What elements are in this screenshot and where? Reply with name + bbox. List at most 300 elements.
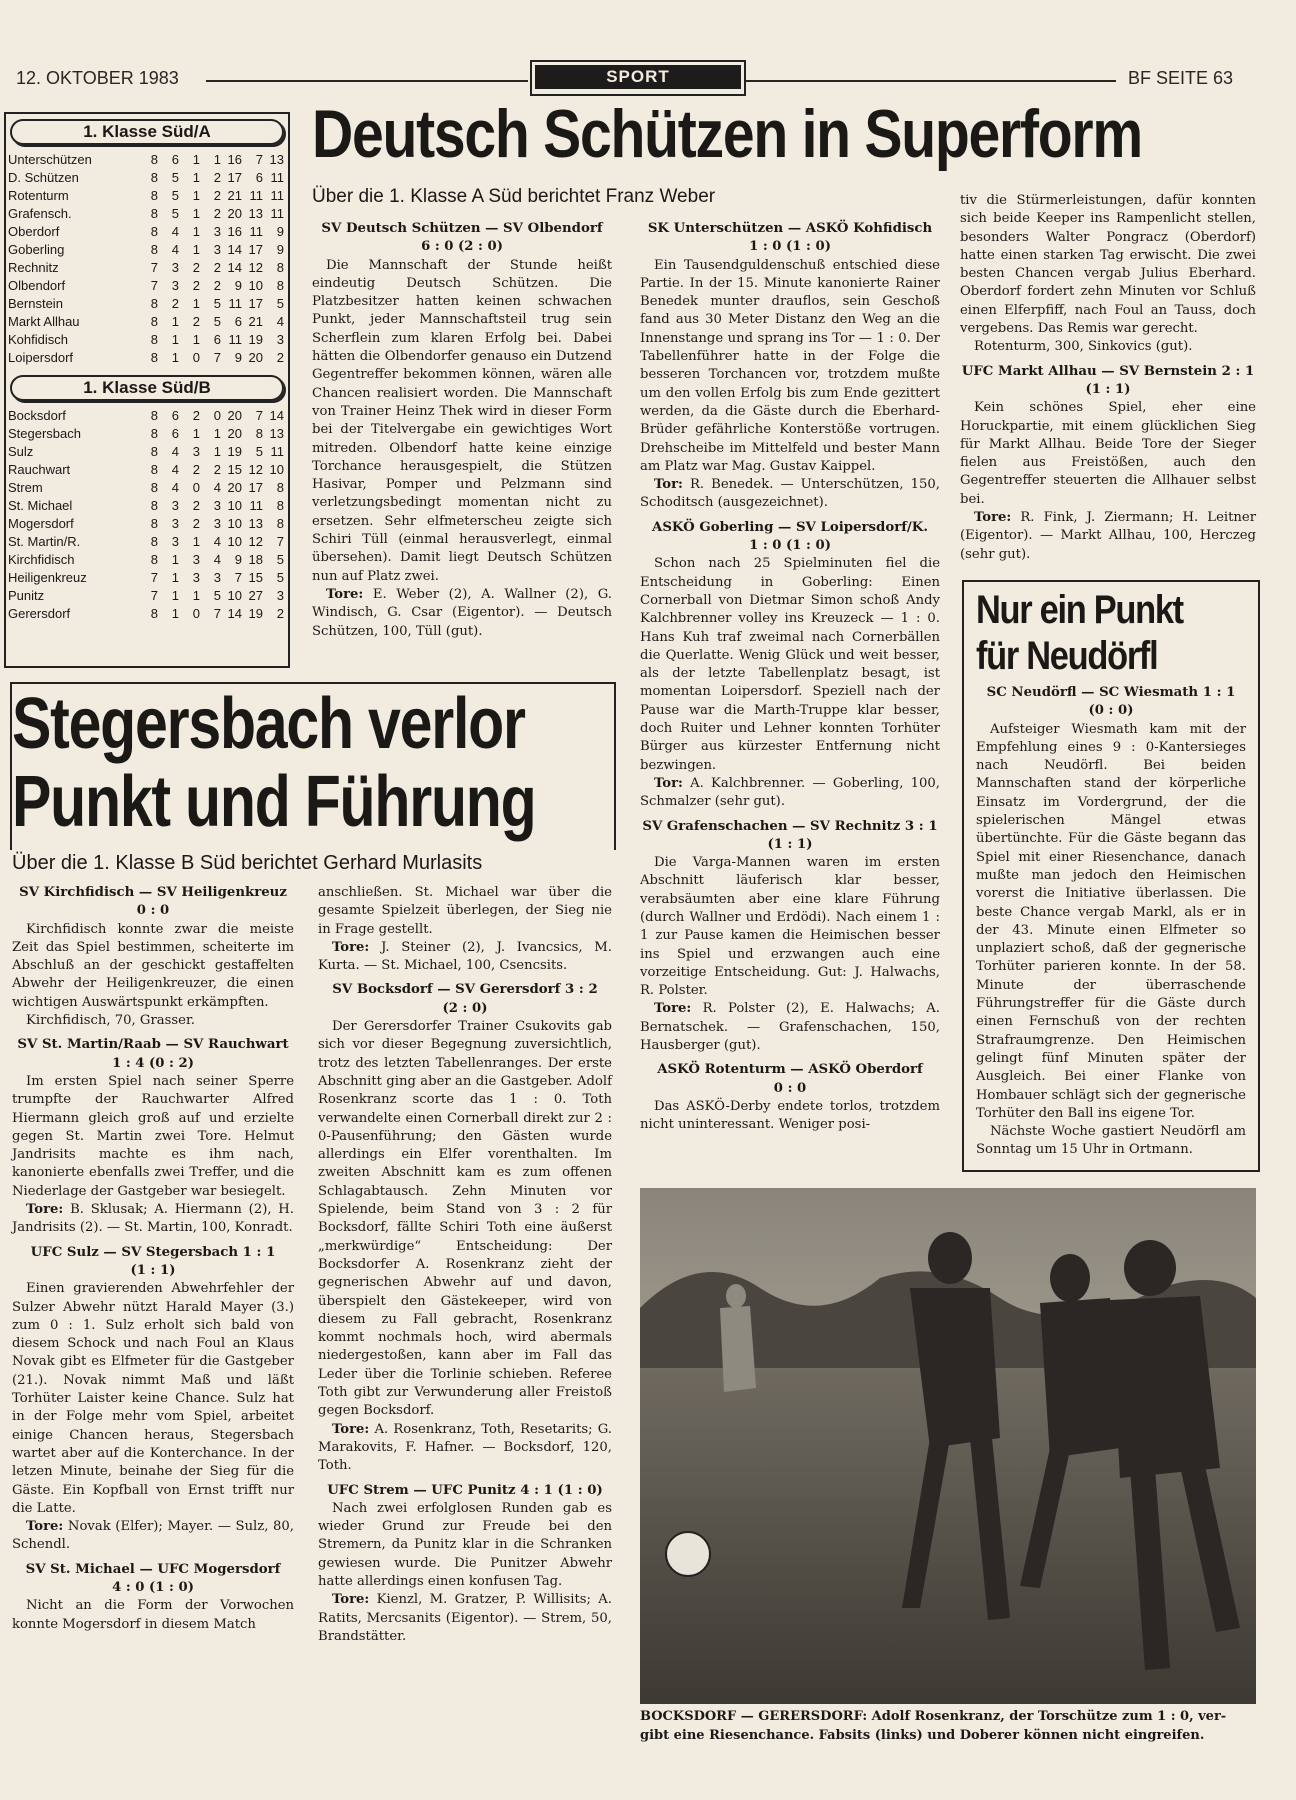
standings-value: 3 xyxy=(276,588,284,603)
scorers-label: Tore: xyxy=(974,510,1012,526)
standings-value: 5 xyxy=(213,588,221,603)
standings-value: 6 xyxy=(171,426,179,441)
standings-value: 5 xyxy=(276,570,284,585)
standings-value: 8 xyxy=(150,552,158,567)
standings-value: 9 xyxy=(276,224,284,239)
article-a-column-3 xyxy=(960,192,1256,564)
standings-row xyxy=(8,223,284,241)
standings-value: 5 xyxy=(171,206,179,221)
standings-value: 20 xyxy=(227,206,242,221)
standings-value: 8 xyxy=(255,426,263,441)
standings-value: 1 xyxy=(171,332,179,347)
standings-row xyxy=(8,497,284,515)
match-heading: UFC Sulz — SV Stegersbach 1 : 1 xyxy=(30,1244,276,1260)
byline-article-b: Über die 1. Klasse B Süd berichtet Gerhard Murlasits xyxy=(12,852,483,874)
match-score: (2 : 0) xyxy=(442,1000,488,1016)
standings-row xyxy=(8,587,284,605)
standings-value: 3 xyxy=(171,534,179,549)
standings-value: 1 xyxy=(213,152,221,167)
standings-row xyxy=(8,295,284,313)
team-name: D. Schützen xyxy=(8,170,79,185)
standings-value: 3 xyxy=(276,332,284,347)
scorers-label: Tore: xyxy=(332,1592,370,1608)
standings-value: 13 xyxy=(248,516,263,531)
standings-value: 8 xyxy=(150,206,158,221)
team-name: Rechnitz xyxy=(8,260,59,275)
scorers-label: Tore: xyxy=(654,1001,692,1017)
paragraph: Rotenturm, 300, Sinkovics (gut). xyxy=(974,339,1193,355)
scorers-text: R. Benedek. — Unterschützen, 150, Schoditsch (ausgezeichnet). xyxy=(640,477,940,511)
match-heading: SV Grafenschachen — SV Rechnitz 3 : 1 xyxy=(642,818,938,834)
standings-box xyxy=(4,112,290,668)
standings-value: 8 xyxy=(150,296,158,311)
headline-stegersbach-2: Punkt und Führung xyxy=(12,762,536,842)
scorers-line xyxy=(640,1000,940,1055)
photo-caption-line-1: BOCKSDORF — GERERSDORF: Adolf Rosenkranz, der Torschütze zum 1 : 0, ver- xyxy=(640,1709,1227,1724)
match-heading: UFC Strem — UFC Punitz 4 : 1 (1 : 0) xyxy=(327,1482,603,1498)
scorers-text: R. Polster (2), E. Halwachs; A. Bernatschek. — Grafenschachen, 150, Hausberger (gut). xyxy=(640,1001,940,1054)
scorers-label: Tore: xyxy=(26,1519,64,1535)
header-rule-left xyxy=(206,80,528,82)
standings-value: 9 xyxy=(234,552,242,567)
headline-stegersbach-1: Stegersbach verlor xyxy=(12,684,525,764)
standings-value: 17 xyxy=(227,170,242,185)
standings-value: 1 xyxy=(171,570,179,585)
standings-value: 8 xyxy=(150,332,158,347)
scorers-text: E. Weber (2), A. Wallner (2), G. Windisch, G. Csar (Eigentor). — Deutsch Schützen, 100, Tüll (gut). xyxy=(312,586,612,639)
standings-value: 3 xyxy=(192,444,200,459)
standings-value: 7 xyxy=(150,588,158,603)
standings-value: 8 xyxy=(150,534,158,549)
standings-value: 1 xyxy=(171,552,179,567)
standings-value: 8 xyxy=(276,278,284,293)
standings-row xyxy=(8,187,284,205)
standings-value: 14 xyxy=(227,260,242,275)
standings-value: 11 xyxy=(270,444,284,459)
standings-row xyxy=(8,533,284,551)
standings-row xyxy=(8,443,284,461)
scorers-line xyxy=(960,509,1256,564)
scorers-text: Novak (Elfer); Mayer. — Sulz, 80, Schendl. xyxy=(12,1519,294,1553)
standings-value: 12 xyxy=(248,260,263,275)
standings-row xyxy=(8,569,284,587)
team-name: Mogersdorf xyxy=(8,516,74,531)
match-score: 4 : 0 (1 : 0) xyxy=(112,1579,194,1595)
standings-value: 3 xyxy=(213,498,221,513)
standings-value: 4 xyxy=(171,242,179,257)
match-score: (1 : 1) xyxy=(130,1262,176,1278)
standings-row xyxy=(8,349,284,367)
team-name: Unterschützen xyxy=(8,152,92,167)
standings-row xyxy=(8,205,284,223)
team-name: Kirchfidisch xyxy=(8,552,75,567)
standings-value: 20 xyxy=(227,480,242,495)
standings-value: 2 xyxy=(192,260,200,275)
standings-value: 6 xyxy=(171,152,179,167)
article-a-column-1 xyxy=(312,220,612,641)
standings-value: 7 xyxy=(150,570,158,585)
match-heading: SV Bocksdorf — SV Gerersdorf 3 : 2 xyxy=(332,982,598,998)
team-name: Rauchwart xyxy=(8,462,71,477)
match-heading: UFC Markt Allhau — SV Bernstein 2 : 1 xyxy=(961,363,1255,379)
match-heading: SV St. Michael — UFC Mogersdorf xyxy=(25,1561,281,1577)
standings-value: 19 xyxy=(227,444,242,459)
scorers-line xyxy=(318,939,612,976)
scorers-label: Tore: xyxy=(26,1202,64,1218)
match-heading: SV St. Martin/Raab — SV Rauchwart xyxy=(17,1037,289,1053)
match-heading: ASKÖ Goberling — SV Loipersdorf/K. xyxy=(652,519,928,535)
standings-value: 19 xyxy=(248,606,263,621)
scorers-label: Tor: xyxy=(654,477,683,493)
standings-value: 12 xyxy=(248,462,263,477)
standings-value: 18 xyxy=(248,552,263,567)
standings-value: 9 xyxy=(234,350,242,365)
team-name: Bocksdorf xyxy=(8,408,66,423)
paragraph: Kirchfidisch konnte zwar die meiste Zeit das Spiel bestimmen, scheiterte im Abschluß an der geschickt gestaffelten Abwehr der Heiligenkreuzer, die einen wichtigen Auswärtspunkt erkämpften. xyxy=(12,921,294,1010)
standings-row xyxy=(8,479,284,497)
scorers-text: B. Sklusak; A. Hiermann (2), H. Jandrisits (2). — St. Martin, 100, Konradt. xyxy=(12,1202,294,1236)
scorers-line xyxy=(312,586,612,641)
standings-value: 1 xyxy=(192,242,200,257)
standings-value: 16 xyxy=(227,152,242,167)
paragraph: Im ersten Spiel nach seiner Sperre trumpfte der Rauchwarter Alfred Hiermann gleich groß auf und erzielte gegen St. Martin zwei Tore. Helmut Jandrisits machte es ihm nach, kanonierte ebenfalls zwei Treffer, und die Niederlage der Gastgeber war besiegelt. xyxy=(12,1073,294,1199)
team-name: Loipersdorf xyxy=(8,350,74,365)
standings-value: 7 xyxy=(150,278,158,293)
scorers-label: Tor: xyxy=(654,775,683,791)
standings-value: 2 xyxy=(192,462,200,477)
headline-neudoerfl-2: für Neudörfl xyxy=(976,634,1158,678)
standings-value: 2 xyxy=(192,278,200,293)
standings-value: 8 xyxy=(150,606,158,621)
paragraph-continued: tiv die Stürmerleistungen, dafür konnten sich beide Keeper ins Rampenlicht stellen, besonders Walter Pongracz (Oberdorf) hatte einen starken Tag erwischt. Die zwei besten Chancen vergab Julius Eberhard. Oberdorf fordert zehn Minuten vor Schluß einen Elferpfiff, nach Foul an Tauss, doch vergebens. Das Remis war gerecht. xyxy=(960,193,1256,337)
standings-value: 2 xyxy=(192,408,200,423)
standings-value: 10 xyxy=(269,462,284,477)
standings-value: 1 xyxy=(192,296,200,311)
team-name: Heiligenkreuz xyxy=(8,570,87,585)
standings-value: 2 xyxy=(276,350,284,365)
match-score: 0 : 0 xyxy=(773,1080,807,1096)
standings-value: 3 xyxy=(213,570,221,585)
headline-neudoerfl-1: Nur ein Punkt xyxy=(976,588,1183,632)
match-heading: SK Unterschützen — ASKÖ Kohfidisch xyxy=(647,221,933,236)
standings-value: 11 xyxy=(270,206,284,221)
standings-value: 7 xyxy=(276,534,284,549)
standings-value: 0 xyxy=(192,606,200,621)
byline-article-a: Über die 1. Klasse A Süd berichtet Franz Weber xyxy=(312,186,716,207)
scorers-line xyxy=(12,1518,294,1555)
match-heading: ASKÖ Rotenturm — ASKÖ Oberdorf xyxy=(657,1062,923,1078)
scorers-line xyxy=(640,775,940,812)
standings-value: 2 xyxy=(213,278,221,293)
standings-value: 6 xyxy=(234,314,242,329)
paragraph: Das ASKÖ-Derby endete torlos, trotzdem nicht uninteressant. Weniger posi- xyxy=(640,1098,940,1133)
team-name: Punitz xyxy=(8,588,45,603)
paragraph: Aufsteiger Wiesmath kam mit der Empfehlung eines 9 : 0-Kantersieges nach Neudörfl. Bei beiden Mannschaften stand der körperliche Einsatz im Vordergrund, der die spielerischen Mängel etwas übertünchte. Für die Gäste begann das Spiel mit einer Riesenchance, danach mußte man jedoch den Heimischen vorerst die Initiative überlassen. Die beste Chance vergab Markl, als er in der 43. Minute einen Elfmeter so unplaziert schoß, daß der gegnerische Torhüter parieren konnte. In der 58. Minute der überraschende Führungstreffer für die Gäste durch einen Fernschuß von der rechten Strafraumgrenze. Den Heimischen gelingt fünf Minuten später der Ausgleich. Bei einer Flanke von Hombauer schlägt sich der gegnerische Torhüter den Ball ins eigene Tor. xyxy=(976,721,1246,1121)
standings-value: 7 xyxy=(255,408,263,423)
standings-value: 4 xyxy=(213,534,221,549)
standings-value: 1 xyxy=(192,426,200,441)
paragraph: Die Varga-Mannen waren im ersten Abschnitt läuferisch klar besser, verabsäumten aber eine klare Führung (durch Wallner und Erdödi). Nach einem 1 : 1 zur Pause kamen die Heimischen besser ins Spiel und erzwangen auch eine vorzeitige Entscheidung. Gut: J. Halwachs, R. Polster. xyxy=(640,855,940,999)
team-name: Gerersdorf xyxy=(8,606,71,621)
match-score: 1 : 4 (0 : 2) xyxy=(112,1055,194,1071)
standings-row xyxy=(8,277,284,295)
standings-value: 8 xyxy=(150,350,158,365)
standings-value: 11 xyxy=(228,332,242,347)
standings-value: 4 xyxy=(171,224,179,239)
standings-value: 13 xyxy=(269,152,284,167)
scorers-line xyxy=(318,1591,612,1646)
scorers-text: J. Steiner (2), J. Ivancsics, M. Kurta. — St. Michael, 100, Csencsits. xyxy=(318,939,612,974)
standings-value: 9 xyxy=(234,278,242,293)
standings-value: 1 xyxy=(171,588,179,603)
standings-value: 4 xyxy=(171,462,179,477)
standings-value: 15 xyxy=(248,570,263,585)
standings-row xyxy=(8,259,284,277)
standings-value: 3 xyxy=(192,552,200,567)
standings-value: 7 xyxy=(150,260,158,275)
standings-value: 13 xyxy=(269,426,284,441)
scorers-label: Tore: xyxy=(332,1421,370,1437)
match-heading: SC Neudörfl — SC Wiesmath 1 : 1 xyxy=(986,685,1236,700)
standings-value: 15 xyxy=(227,462,242,477)
match-heading: SV Deutsch Schützen — SV Olbendorf xyxy=(321,221,603,236)
standings-value: 3 xyxy=(213,242,221,257)
standings-value: 4 xyxy=(171,444,179,459)
scorers-text: R. Fink, J. Ziermann; H. Leitner (Eigentor). — Markt Allhau, 100, Herczeg (sehr gut). xyxy=(960,510,1256,562)
standings-value: 2 xyxy=(192,516,200,531)
team-name: Grafensch. xyxy=(8,206,72,221)
standings-value: 8 xyxy=(150,498,158,513)
standings-row xyxy=(8,313,284,331)
standings-value: 11 xyxy=(270,170,284,185)
standings-value: 1 xyxy=(192,588,200,603)
scorers-line xyxy=(640,476,940,513)
team-name: Bernstein xyxy=(8,296,63,311)
team-name: Oberdorf xyxy=(8,224,60,239)
paragraph: Einen gravierenden Abwehrfehler der Sulzer Abwehr nützt Harald Mayer (3.) zum 0 : 1. Sulz erholt sich bald von diesem Schock und nach Foul an Klaus Novak gibt es Elfmeter für die Gastgeber (21.). Novak nimmt Maß und läßt Torhüter Laister keine Chance. Sulz hat in der Folge mehr vom Spiel, arbeitet einige Chancen heraus, Stegersbach wartet aber auf die Konterchance. In der letzen Minute, beinahe der Sieg für die Gäste. Ein Kopfball von Ernst trifft nur die Latte. xyxy=(12,1281,294,1516)
scorers-line xyxy=(318,1421,612,1476)
standings-table xyxy=(8,151,284,367)
standings-value: 1 xyxy=(192,188,200,203)
standings-value: 10 xyxy=(227,588,242,603)
standings-value: 21 xyxy=(248,314,263,329)
standings-title: 1. Klasse Süd/A xyxy=(10,119,284,145)
match-score: 1 : 0 (1 : 0) xyxy=(749,239,831,255)
standings-value: 1 xyxy=(192,534,200,549)
match-photo-illustration xyxy=(640,1188,1256,1704)
standings-value: 10 xyxy=(248,278,263,293)
standings-value: 6 xyxy=(255,170,263,185)
standings-value: 6 xyxy=(213,332,221,347)
standings-value: 3 xyxy=(192,570,200,585)
standings-row xyxy=(8,241,284,259)
standings-value: 2 xyxy=(213,462,221,477)
header-rule-right xyxy=(746,80,1116,82)
article-c-body xyxy=(976,684,1246,1160)
article-b-column-2 xyxy=(318,884,612,1646)
standings-value: 5 xyxy=(276,552,284,567)
match-score: (1 : 1) xyxy=(1085,381,1131,397)
standings-value: 11 xyxy=(228,296,242,311)
scorers-label: Tore: xyxy=(326,586,364,602)
standings-value: 8 xyxy=(150,170,158,185)
paragraph-continued: anschließen. St. Michael war über die gesamte Spielzeit überlegen, der Sieg nie in Frage gestellt. xyxy=(318,885,612,937)
standings-value: 8 xyxy=(276,480,284,495)
match-score: 1 : 0 (1 : 0) xyxy=(749,538,831,554)
standings-value: 5 xyxy=(255,444,263,459)
ball xyxy=(666,1532,710,1576)
standings-value: 8 xyxy=(276,260,284,275)
standings-value: 1 xyxy=(192,332,200,347)
standings-value: 4 xyxy=(213,480,221,495)
scorers-line xyxy=(12,1201,294,1238)
standings-value: 3 xyxy=(171,498,179,513)
standings-value: 21 xyxy=(227,188,242,203)
standings-value: 5 xyxy=(213,314,221,329)
standings-value: 1 xyxy=(213,444,221,459)
team-name: Goberling xyxy=(8,242,65,257)
standings-row xyxy=(8,407,284,425)
standings-value: 8 xyxy=(276,498,284,513)
team-name: Markt Allhau xyxy=(8,314,80,329)
standings-value: 10 xyxy=(227,534,242,549)
standings-value: 4 xyxy=(213,552,221,567)
standings-value: 13 xyxy=(248,206,263,221)
standings-value: 4 xyxy=(171,480,179,495)
standings-value: 1 xyxy=(192,152,200,167)
paragraph: Kirchfidisch, 70, Grasser. xyxy=(26,1013,195,1029)
article-a-column-2 xyxy=(640,220,940,1135)
standings-value: 8 xyxy=(150,408,158,423)
standings-value: 8 xyxy=(150,516,158,531)
standings-row xyxy=(8,331,284,349)
team-name: Stegersbach xyxy=(8,426,81,441)
team-name: St. Martin/R. xyxy=(8,534,81,549)
section-label-box xyxy=(530,60,746,96)
article-b-column-1 xyxy=(12,884,294,1634)
standings-value: 11 xyxy=(249,498,263,513)
standings-value: 2 xyxy=(276,606,284,621)
paragraph: Nach zwei erfolglosen Runden gab es wieder Grund zur Freude bei den Stremern, da Punitz klar in die Schranken gewiesen wurde. Die Punitzer Abwehr hatte allerdings einen konfusen Tag. xyxy=(318,1500,612,1589)
standings-value: 1 xyxy=(171,606,179,621)
standings-value: 8 xyxy=(150,480,158,495)
standings-value: 5 xyxy=(171,188,179,203)
standings-row xyxy=(8,551,284,569)
standings-value: 4 xyxy=(276,314,284,329)
photo-caption-line-2: gibt eine Riesenchance. Fabsits (links) und Doberer können nicht eingreifen. xyxy=(640,1728,1205,1743)
standings-row xyxy=(8,151,284,169)
standings-row xyxy=(8,425,284,443)
standings-value: 0 xyxy=(213,408,221,423)
standings-value: 8 xyxy=(150,224,158,239)
standings-value: 8 xyxy=(150,462,158,477)
standings-value: 1 xyxy=(171,350,179,365)
standings-value: 2 xyxy=(213,260,221,275)
team-name: Olbendorf xyxy=(8,278,66,293)
standings-value: 17 xyxy=(248,480,263,495)
standings-value: 8 xyxy=(150,314,158,329)
standings-value: 2 xyxy=(192,498,200,513)
scorers-text: Kienzl, M. Gratzer, P. Willisits; A. Ratits, Mercsanits (Eigentor). — Strem, 50, Brandstätter. xyxy=(318,1592,612,1644)
standings-value: 8 xyxy=(150,444,158,459)
standings-value: 2 xyxy=(213,188,221,203)
match-photo xyxy=(640,1188,1256,1704)
standings-value: 3 xyxy=(171,516,179,531)
standings-value: 16 xyxy=(227,224,242,239)
standings-value: 11 xyxy=(249,224,263,239)
standings-value: 10 xyxy=(227,516,242,531)
standings-value: 9 xyxy=(276,242,284,257)
standings-value: 8 xyxy=(150,188,158,203)
team-name: St. Michael xyxy=(8,498,73,513)
standings-value: 17 xyxy=(248,296,263,311)
standings-value: 1 xyxy=(192,224,200,239)
standings-value: 1 xyxy=(213,426,221,441)
standings-value: 5 xyxy=(213,296,221,311)
standings-value: 5 xyxy=(171,170,179,185)
standings-value: 6 xyxy=(171,408,179,423)
issue-date: 12. OKTOBER 1983 xyxy=(16,68,179,88)
paragraph: Die Mannschaft der Stunde heißt eindeutig Deutsch Schützen. Die Platzbesitzer hatten keinen schwachen Punkt, jeder Mannschaftsteil trug sein Scherflein zum klaren Erfolg bei. Dabei hätten die Olbendorfer genauso ein Dutzend Gegentreffer bekommen können, wären alle Chancen realisiert worden. Die Mannschaft von Trainer Heinz Thek wird in dieser Form bei der Titelvergabe ein gewichtiges Wort mitreden. Olbendorf hatte keine einzige Torchance herausgespielt, die Stützen Hasivar, Pomper und Pelzmann sind verletzungsbedingt momentan nicht zu ersetzen. Sehr elfmeterscheu zeigte sich Schiri Tüll (einmal herausverlegt, einmal übersehen). Damit liegt Deutsch Schützen nun auf Platz zwei. xyxy=(312,257,612,584)
standings-value: 7 xyxy=(234,570,242,585)
standings-value: 12 xyxy=(248,534,263,549)
paragraph: Ein Tausendguldenschuß entschied diese Partie. In der 15. Minute kanonierte Rainer Benedek munter drauflos, sein Geschoß fand aus 30 Meter Distanz den Weg an die Innenstange und sprang ins Tor — 1 : 0. Der Tabellenführer hatte in der Folge die besseren Torchancen vor, trotzdem mußte um den vollen Erfolg bis zum Ende gezittert werden, da die Gäste durch die Eberhard-Brüder gefährliche Konterstöße vortrugen. Drehscheibe im Mittelfeld und bester Mann am Platz war Mag. Gustav Kaippel. xyxy=(640,257,940,474)
team-name: Kohfidisch xyxy=(8,332,68,347)
match-score: 0 : 0 xyxy=(136,903,170,919)
standings-value: 5 xyxy=(276,296,284,311)
team-name: Sulz xyxy=(8,444,34,459)
standings-value: 10 xyxy=(227,498,242,513)
standings-row xyxy=(8,169,284,187)
standings-value: 3 xyxy=(171,260,179,275)
headline-deutsch-schuetzen: Deutsch Schützen in Superform xyxy=(312,96,1142,172)
standings-value: 0 xyxy=(192,480,200,495)
standings-value: 2 xyxy=(213,206,221,221)
standings-value: 8 xyxy=(150,152,158,167)
standings-row xyxy=(8,605,284,623)
paragraph: Nächste Woche gastiert Neudörfl am Sonntag um 15 Uhr in Ortmann. xyxy=(976,1124,1246,1158)
standings-value: 20 xyxy=(248,350,263,365)
standings-value: 14 xyxy=(227,606,242,621)
match-heading: SV Kirchfidisch — SV Heiligenkreuz xyxy=(19,885,287,900)
standings-value: 1 xyxy=(171,314,179,329)
standings-value: 7 xyxy=(213,350,221,365)
match-score: (1 : 1) xyxy=(767,836,813,852)
page-number: BF SEITE 63 xyxy=(1128,68,1234,88)
standings-table xyxy=(8,407,284,623)
standings-value: 1 xyxy=(192,206,200,221)
standings-value: 19 xyxy=(248,332,263,347)
standings-value: 1 xyxy=(192,170,200,185)
standings-value: 20 xyxy=(227,408,242,423)
standings-value: 11 xyxy=(270,188,284,203)
section-label: SPORT xyxy=(535,65,741,89)
standings-value: 27 xyxy=(248,588,263,603)
standings-value: 8 xyxy=(150,426,158,441)
standings-value: 7 xyxy=(255,152,263,167)
standings-title: 1. Klasse Süd/B xyxy=(10,375,284,401)
paragraph: Nicht an die Form der Vorwochen konnte Mogersdorf in diesem Match xyxy=(12,1598,294,1632)
match-score: (0 : 0) xyxy=(1088,703,1134,719)
team-name: Rotenturm xyxy=(8,188,69,203)
standings-value: 11 xyxy=(249,188,263,203)
standings-row xyxy=(8,515,284,533)
standings-value: 8 xyxy=(150,242,158,257)
standings-value: 2 xyxy=(171,296,179,311)
standings-row xyxy=(8,461,284,479)
scorers-text: A. Rosenkranz, Toth, Resetarits; G. Marakovits, F. Hafner. — Bocksdorf, 120, Toth. xyxy=(318,1421,612,1474)
article-neudoerfl-box xyxy=(962,580,1260,1172)
